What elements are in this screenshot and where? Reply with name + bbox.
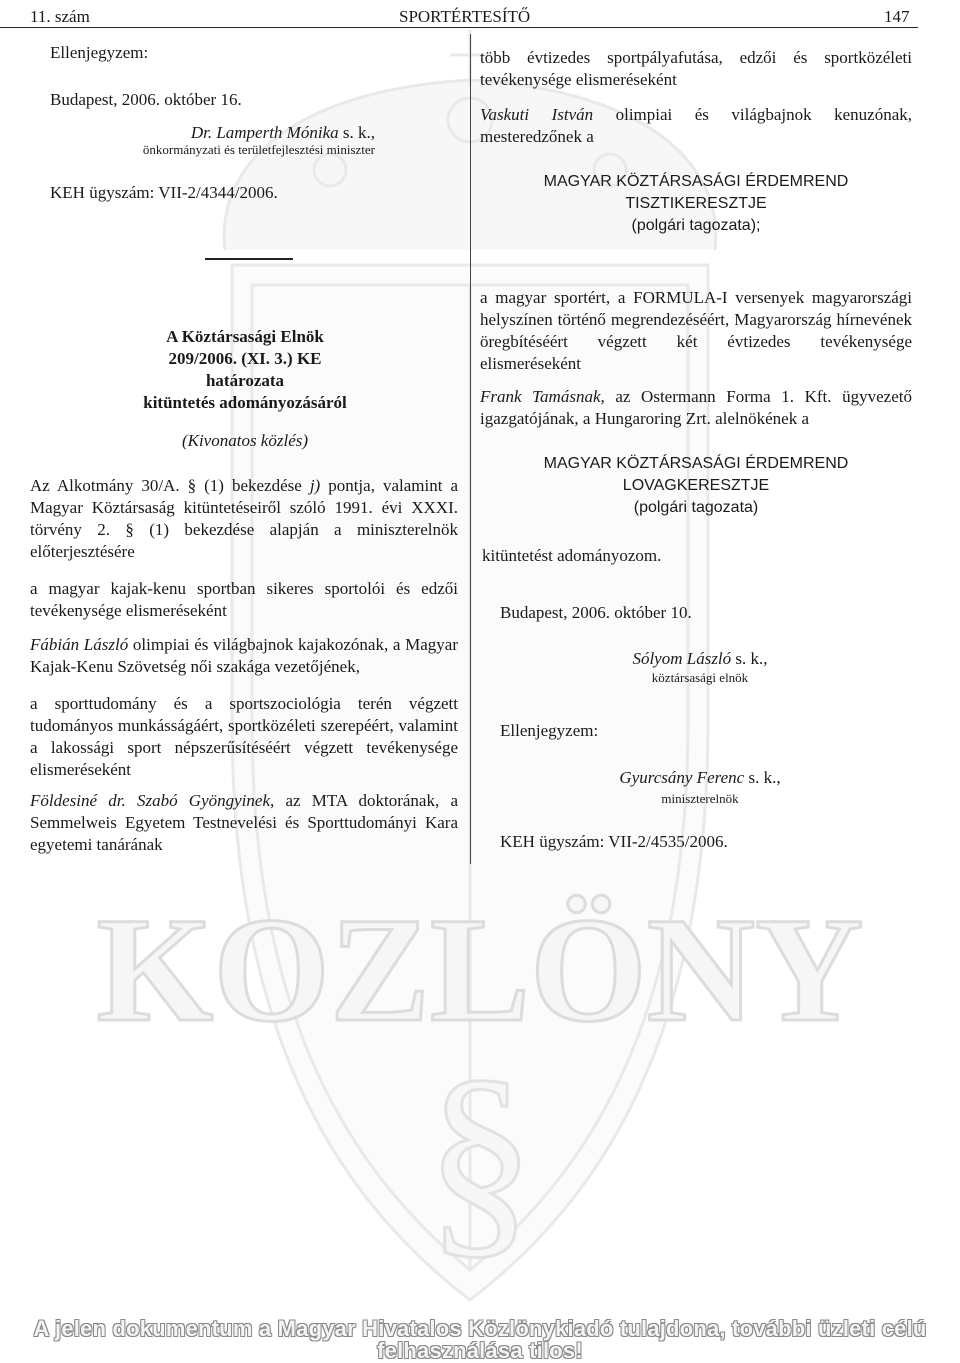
president-title: köztársasági elnök bbox=[651, 670, 749, 685]
reason-2: a sporttudomány és a sportszociológia terén végzett tudományos munkásságáért, sportközéleti szerepéért, valamint a lakossági sport népszerűsítéséért végzett tevékenysége elismeréseként bbox=[30, 694, 458, 779]
right-keh-number: KEH ügyszám: VII-2/4535/2006. bbox=[500, 832, 728, 851]
reason-4: a magyar sportért, a FORMULA-I versenyek magyarországi helyszínen történő megrendezéséért, Magyarország hírnevének öregbítéséért végzett két évtizedes tevékenysége elismeréseként bbox=[480, 288, 912, 373]
person-3-rest: olimpiai és világbajnok kenuzónak, mesteredzőnek a bbox=[480, 105, 913, 146]
decision-title-3: határozata bbox=[205, 371, 285, 390]
person-1-name: Fábián László bbox=[30, 635, 129, 654]
person-4 bbox=[480, 386, 912, 430]
copyright-notice: A jelen dokumentum a Magyar Hivatalos Közlönykiadó tulajdona, további üzleti célú felhasználása tilos! bbox=[33, 1316, 927, 1363]
decision-heading bbox=[30, 326, 460, 414]
person-4-name: Frank Tamásnak, bbox=[480, 387, 605, 406]
column-divider bbox=[470, 34, 471, 864]
intro-part-a: Az Alkotmány 30/A. § (1) bekezdése bbox=[30, 476, 310, 495]
reason-1: a magyar kajak-kenu sportban sikeres sportolói és edzői tevékenysége elismeréseként bbox=[30, 579, 458, 620]
excerpt-note: (Kivonatos közlés) bbox=[181, 431, 309, 450]
person-1 bbox=[30, 634, 458, 678]
award-1-line-3: (polgári tagozata); bbox=[631, 217, 761, 234]
president-suffix: s. k., bbox=[731, 649, 768, 668]
right-continuation: több évtizedes sportpályafutása, edzői és sportközéleti tevékenysége elismeréseként bbox=[480, 48, 912, 89]
signer-name: Dr. Lamperth Mónika bbox=[190, 123, 339, 142]
president-name: Sólyom László bbox=[632, 649, 732, 668]
right-countersign-label: Ellenjegyzem: bbox=[500, 721, 599, 740]
award-1 bbox=[480, 171, 912, 237]
award-2-line-1: MAGYAR KÖZTÁRSASÁGI ÉRDEMREND bbox=[543, 455, 849, 472]
award-1-line-2: TISZTIKERESZTJE bbox=[625, 195, 767, 212]
decision-title-1: A Köztársasági Elnök bbox=[166, 327, 324, 346]
president-signature bbox=[585, 648, 815, 670]
pm-signature bbox=[570, 767, 830, 789]
pm-suffix: s. k., bbox=[744, 768, 781, 787]
award-2-line-2: LOVAGKERESZTJE bbox=[622, 477, 770, 494]
person-2 bbox=[30, 790, 458, 856]
award-2-line-3: (polgári tagozata) bbox=[633, 499, 759, 516]
person-4-rest: az Ostermann Forma 1. Kft. ügyvezető igazgatójának, a Hungaroring Zrt. alelnökének a bbox=[480, 387, 912, 428]
page-header bbox=[0, 2, 960, 28]
intro-part-c: pontja, valamint a Magyar Köztársaság kitüntetéseiről szóló 1991. évi XXXI. törvény 2. § (1) bekezdése alapján a miniszterelnök előterjesztésére bbox=[30, 476, 458, 561]
keh-number: KEH ügyszám: VII-2/4344/2006. bbox=[50, 183, 278, 202]
person-2-rest: az MTA doktorának, a Semmelweis Egyetem Testnevelési és Sporttudományi Kara egyetemi tanárának bbox=[30, 791, 458, 854]
page-number: 147 bbox=[884, 7, 910, 26]
journal-title: SPORTÉRTESÍTŐ bbox=[399, 7, 531, 26]
section-sign-watermark: § bbox=[425, 1034, 535, 1278]
signer-suffix: s. k., bbox=[338, 123, 375, 142]
award-2 bbox=[480, 453, 912, 519]
separator-line bbox=[205, 258, 293, 260]
signer-line bbox=[100, 122, 375, 144]
header-rule bbox=[0, 27, 918, 28]
kozlony-wordmark: KOZLÖNY bbox=[96, 887, 864, 1053]
decision-title-4: kitüntetés adományozásáról bbox=[143, 393, 347, 412]
person-2-name: Földesiné dr. Szabó Gyöngyinek, bbox=[30, 791, 275, 810]
pm-title: miniszterelnök bbox=[661, 791, 739, 806]
award-1-line-1: MAGYAR KÖZTÁRSASÁGI ÉRDEMREND bbox=[543, 173, 849, 190]
right-place-date: Budapest, 2006. október 10. bbox=[500, 603, 692, 622]
place-date: Budapest, 2006. október 16. bbox=[50, 90, 242, 109]
issue-number: 11. szám bbox=[30, 7, 90, 26]
person-3-name: Vaskuti István bbox=[480, 105, 594, 124]
signer-title: önkormányzati és területfejlesztési miniszter bbox=[142, 142, 375, 157]
decision-title-2: 209/2006. (XI. 3.) KE bbox=[168, 349, 322, 368]
person-1-rest: olimpiai és világbajnok kajakozónak, a Magyar Kajak-Kenu Szövetség női szakága vezetőjének, bbox=[30, 635, 458, 676]
intro-paragraph bbox=[30, 475, 458, 563]
person-3 bbox=[480, 104, 912, 148]
countersign-label: Ellenjegyzem: bbox=[50, 43, 149, 62]
intro-part-b: j) bbox=[309, 476, 321, 495]
conferral-text: kitüntetést adományozom. bbox=[482, 546, 662, 565]
pm-name: Gyurcsány Ferenc bbox=[619, 768, 745, 787]
